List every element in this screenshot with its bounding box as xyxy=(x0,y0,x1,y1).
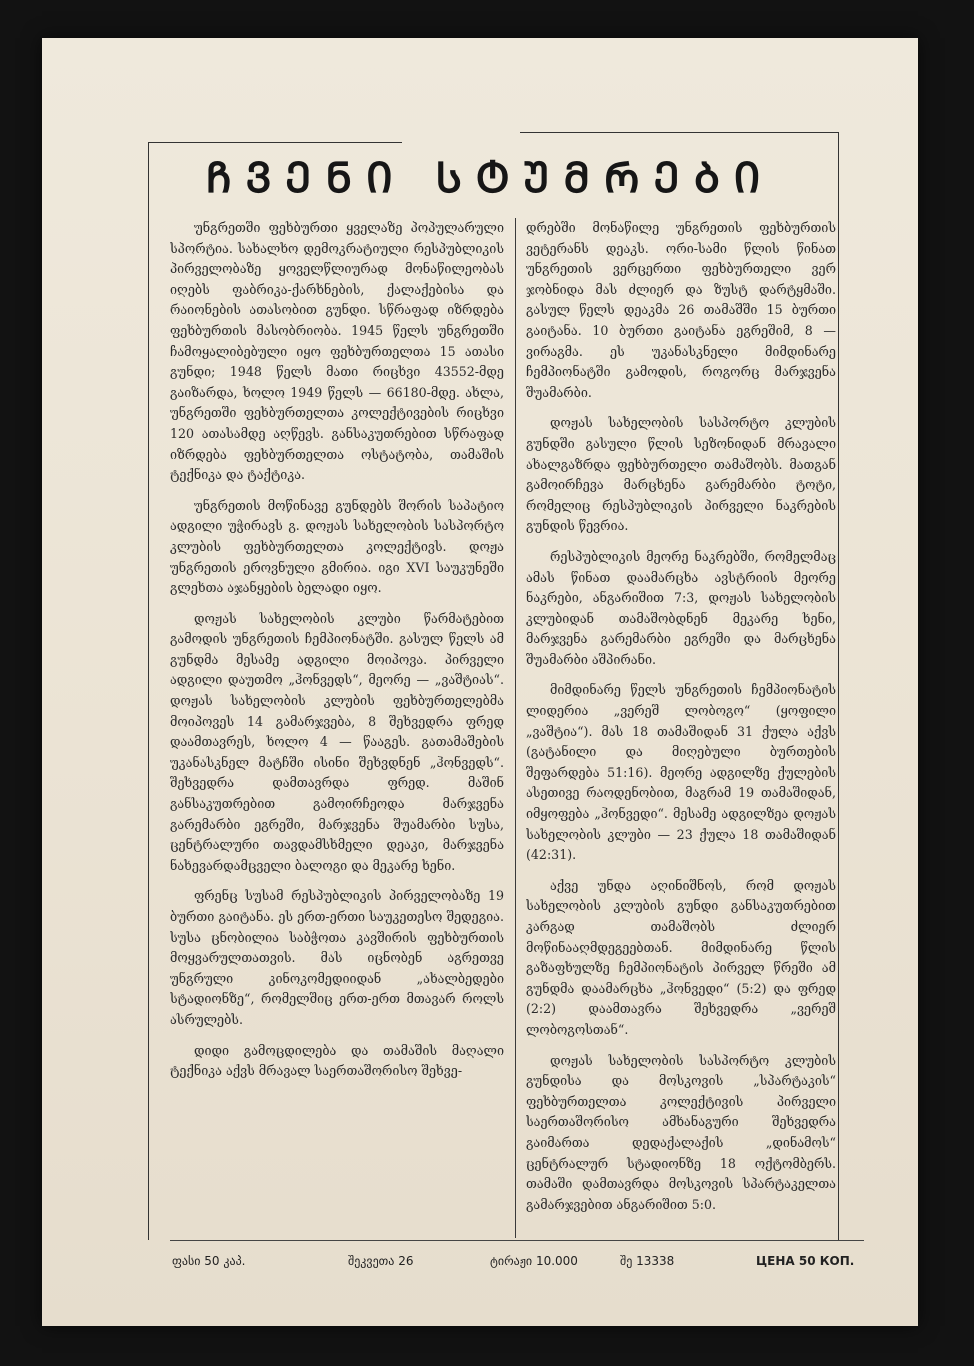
footer-print-run: ტირაჟი 10.000 xyxy=(490,1254,578,1268)
frame-line-left xyxy=(148,142,149,1240)
frame-line-right xyxy=(838,132,839,1240)
paragraph: დიდი გამოცდილება და თამაშის მაღალი ტექნიკა აქვს მრავალ საერთაშორისო შეხვე- xyxy=(170,1042,504,1079)
paragraph: ფრენც სუსამ რესპუბლიკის პირველობაზე 19 ბურთი გაიტანა. ეს ერთ-ერთი საუკეთესო შედეგია. სუსა ცნობილია საბჭოთა კავშირის ფეხბურთის მოყვარულთათვის. მას იცნობენ აგრეთვე უნგრული კინოკომედიიდან „ახალბედები სტადიონზე“, რომელშიც ერთ-ერთ მთავარ როლს ასრულებს. xyxy=(170,888,504,1027)
paragraph: უნგრეთის მოწინავე გუნდებს შორის საპატიო ადგილი უჭირავს გ. დოჟას სახელობის სასპორტო კლუბის ფეხბურთელთა კოლექტივს. დოჟა უნგრეთის ეროვნული გმირია. იგი XVI საუკუნეში გლეხთა აჯანყების ბელადი იყო. xyxy=(170,497,504,596)
paragraph: აქვე უნდა აღინიშნოს, რომ დოჟას სახელობის კლუბის გუნდი განსაკუთრებით კარგად თამაშობს ძლიერ მოწინააღმდეგეებთან. მიმდინარე წლის გაზაფხულზე ჩემპიონატის პირველ წრეში ამ გუნდმა დაამარცხა „ჰონვედი“ (5:2) და ფრედ (2:2) დაამთავრა შეხვედრა „ვერეშ ლობოგოსთან“. xyxy=(526,877,836,1037)
footer-rule xyxy=(170,1240,864,1241)
frame-line-top-left xyxy=(148,142,402,143)
right-column xyxy=(526,218,836,1236)
footer-price-georgian: ფასი 50 კაპ. xyxy=(172,1254,246,1268)
paragraph: დრებში მონაწილე უნგრეთის ფეხბურთის ვეტერანს დეაკს. ორი-სამი წლის წინათ უნგრეთის ვერცერთი ფეხბურთელი ვერ ჯობნიდა მას ძლიერ და ზუსტ დარტყმაში. გასულ წელს დეაკმა 26 თამაშში 15 ბურთი გაიტანა. 10 ბურთი გაიტანა ეგრეშიმ, 8 — ვირაგმა. ეს უკანასკნელი მიმდინარე ჩემპიონატში გამოდის, როგორც მარჯვენა შუამარბი. xyxy=(526,220,836,400)
paragraph: რესპუბლიკის მეორე ნაკრებში, რომელმაც ამას წინათ დაამარცხა ავსტრიის მეორე ნაკრები, ანგარიშით 7:3, დოჟას სახელობის კლუბიდან თამაშობდნენ მეკარე ხენი, მარჯვენა გარემარბი ეგრეში და მარცხენა შუამარბი აშპირანი. xyxy=(526,548,836,667)
left-column xyxy=(170,218,504,1236)
paragraph: დოჟას სახელობის სასპორტო კლუბის გუნდში გასული წლის სეზონიდან მრავალი ახალგაზრდა ფეხბურთელი თამაშობს. მათგან გამოირჩევა მარცხენა გარემარბი ტოტი, რომელიც რესპუბლიკის პირველი ნაკრების გუნდის წევრია. xyxy=(526,415,836,534)
article-title: ᲩᲕᲔᲜᲘ ᲡᲢᲣᲛᲠᲔᲑᲘ xyxy=(205,153,775,202)
paragraph: უნგრეთში ფეხბურთი ყველაზე პოპულარული სპორტია. სახალხო დემოკრატიული რესპუბლიკის პირველობაზე ყოველწლიურად მონაწილეობას იღებს ფაბრიკა-ქარხნების, ქალაქებისა და რაიონების ათასობით გუნდი. სწრაფად იზრდება ფეხბურთის მასობრიობა. 1945 წელს უნგრეთში ჩამოყალიბებული იყო ფეხბურთელთა 15 ათასი გუნდი; 1948 წელს მათი რიცხვი 43552-მდე გაიზარდა, ხოლო 1949 წელს — 66180-მდე. ახლა, უნგრეთში ფეხბურთელთა კოლექტივების რიცხვი 120 ათასამდე აღწევს. განსაკუთრებით სწრაფად იზრდება ფეხბურთელთა ოსტატობა, თამაშის ტექნიკა და ტაქტიკა. xyxy=(170,220,504,483)
paragraph: დოჟას სახელობის სასპორტო კლუბის გუნდისა და მოსკოვის „სპარტაკის“ ფეხბურთელთა კოლექტივის პირველი საერთაშორისო ამხანაგური შეხვედრა გაიმართა დედაქალაქის „დინამოს“ ცენტრალურ სტადიონზე 18 ოქტომბერს. თამაში დამთავრდა მოსკოვის სპარტაკელთა გამარჯვებით ანგარიშით 5:0. xyxy=(526,1052,836,1212)
footer-price-russian: ЦЕНА 50 КОП. xyxy=(756,1254,855,1268)
frame-line-top-right xyxy=(520,132,838,133)
footer-code: შე 13338 xyxy=(620,1254,675,1268)
paragraph: დოჟას სახელობის კლუბი წარმატებით გამოდის უნგრეთის ჩემპიონატში. გასულ წელს ამ გუნდმა მესამე ადგილი მოიპოვა. პირველი ადგილი დაუთმო „ჰონვედს“, მეორე — „ვაშტიას“. დოჟას სახელობის კლუბის ფეხბურთელებმა მოიპოვეს 14 გამარჯვება, 8 შეხვედრა ფრედ დაამთავრეს, ხოლო 4 — წააგეს. გათამაშების უკანასკნელ მატჩში ისინი შეხვდნენ „ჰონვედს“. შეხვედრა დამთავრდა ფრედ. მაშინ განსაკუთრებით გამოირჩეოდა მარჯვენა გარემარბი ეგრეში, მარჯვენა შუამარბი სუსა, ცენტრალური თავდამსხმელი დეაკი, მარჯვენა ნახევარდამცველი ბალოგი და მეკარე ხენი. xyxy=(170,610,504,873)
footer-order-number: შეკვეთა 26 xyxy=(348,1254,414,1268)
paragraph: მიმდინარე წელს უნგრეთის ჩემპიონატის ლიდერია „ვერეშ ლობოგო“ (ყოფილი „ვაშტია“). მას 18 თამაშიდან 31 ქულა აქვს (გატანილი და მიღებული ბურთების შეფარდება 51:16). მეორე ადგილზე ქულების ასეთივე რაოდენობით, მაგრამ 19 თამაშიდან, იმყოფება „ჰონვედი“. მესამე ადგილზეა დოჟას სახელობის კლუბი — 23 ქულა 18 თამაშიდან (42:31). xyxy=(526,682,836,863)
column-divider xyxy=(515,218,516,1238)
